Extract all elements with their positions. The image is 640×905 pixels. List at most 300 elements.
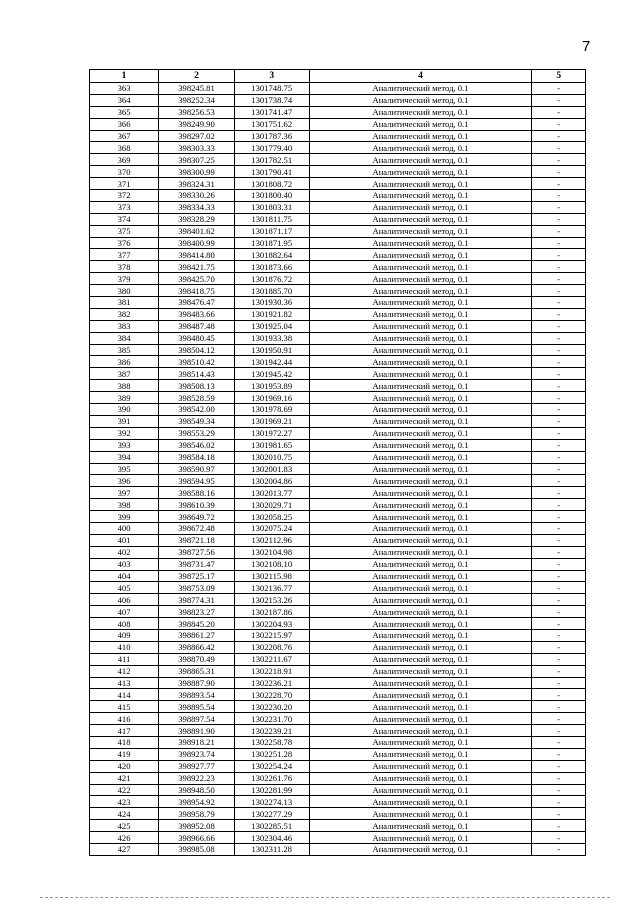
note-cell: - xyxy=(532,736,586,748)
note-cell: - xyxy=(532,308,586,320)
method-cell: Аналитический метод, 0.1 xyxy=(309,237,532,249)
x-coordinate-cell: 398590.97 xyxy=(159,463,235,475)
y-coordinate-cell: 1301787.36 xyxy=(234,130,309,142)
x-coordinate-cell: 398418.75 xyxy=(159,285,235,297)
note-cell: - xyxy=(532,273,586,285)
page-number: 7 xyxy=(582,38,591,55)
y-coordinate-cell: 1302010.75 xyxy=(234,451,309,463)
x-coordinate-cell: 398425.70 xyxy=(159,273,235,285)
y-coordinate-cell: 1302211.67 xyxy=(234,653,309,665)
x-coordinate-cell: 398476.47 xyxy=(159,297,235,309)
y-coordinate-cell: 1301873.66 xyxy=(234,261,309,273)
point-number-cell: 386 xyxy=(90,356,159,368)
method-cell: Аналитический метод, 0.1 xyxy=(309,356,532,368)
x-coordinate-cell: 398487.48 xyxy=(159,320,235,332)
note-cell: - xyxy=(532,796,586,808)
table-row xyxy=(90,142,586,154)
x-coordinate-cell: 398324.31 xyxy=(159,178,235,190)
method-cell: Аналитический метод, 0.1 xyxy=(309,748,532,760)
method-cell: Аналитический метод, 0.1 xyxy=(309,106,532,118)
note-cell: - xyxy=(532,772,586,784)
x-coordinate-cell: 398303.33 xyxy=(159,142,235,154)
x-coordinate-cell: 398400.99 xyxy=(159,237,235,249)
table-row xyxy=(90,832,586,844)
note-cell: - xyxy=(532,558,586,570)
x-coordinate-cell: 398922.23 xyxy=(159,772,235,784)
point-number-cell: 412 xyxy=(90,665,159,677)
x-coordinate-cell: 398528.59 xyxy=(159,392,235,404)
y-coordinate-cell: 1301921.82 xyxy=(234,308,309,320)
note-cell: - xyxy=(532,285,586,297)
x-coordinate-cell: 398897.54 xyxy=(159,713,235,725)
table-row xyxy=(90,534,586,546)
point-number-cell: 427 xyxy=(90,844,159,856)
y-coordinate-cell: 1301748.75 xyxy=(234,83,309,95)
footer-divider xyxy=(40,897,610,898)
y-coordinate-cell: 1302004.86 xyxy=(234,475,309,487)
table-row xyxy=(90,546,586,558)
y-coordinate-cell: 1302013.77 xyxy=(234,487,309,499)
point-number-cell: 411 xyxy=(90,653,159,665)
y-coordinate-cell: 1301953.89 xyxy=(234,380,309,392)
note-cell: - xyxy=(532,356,586,368)
y-coordinate-cell: 1302115.98 xyxy=(234,570,309,582)
table-row xyxy=(90,487,586,499)
y-coordinate-cell: 1301969.16 xyxy=(234,392,309,404)
method-cell: Аналитический метод, 0.1 xyxy=(309,713,532,725)
x-coordinate-cell: 398966.66 xyxy=(159,832,235,844)
point-number-cell: 398 xyxy=(90,499,159,511)
method-cell: Аналитический метод, 0.1 xyxy=(309,832,532,844)
method-cell: Аналитический метод, 0.1 xyxy=(309,487,532,499)
point-number-cell: 426 xyxy=(90,832,159,844)
x-coordinate-cell: 398421.75 xyxy=(159,261,235,273)
method-cell: Аналитический метод, 0.1 xyxy=(309,83,532,95)
method-cell: Аналитический метод, 0.1 xyxy=(309,142,532,154)
y-coordinate-cell: 1302215.97 xyxy=(234,629,309,641)
method-cell: Аналитический метод, 0.1 xyxy=(309,701,532,713)
point-number-cell: 402 xyxy=(90,546,159,558)
x-coordinate-cell: 398823.27 xyxy=(159,606,235,618)
method-cell: Аналитический метод, 0.1 xyxy=(309,558,532,570)
method-cell: Аналитический метод, 0.1 xyxy=(309,522,532,534)
x-coordinate-cell: 398774.31 xyxy=(159,594,235,606)
note-cell: - xyxy=(532,499,586,511)
point-number-cell: 408 xyxy=(90,618,159,630)
note-cell: - xyxy=(532,154,586,166)
method-cell: Аналитический метод, 0.1 xyxy=(309,273,532,285)
x-coordinate-cell: 398952.08 xyxy=(159,820,235,832)
note-cell: - xyxy=(532,487,586,499)
note-cell: - xyxy=(532,713,586,725)
table-row xyxy=(90,677,586,689)
note-cell: - xyxy=(532,249,586,261)
table-row xyxy=(90,522,586,534)
y-coordinate-cell: 1301738.74 xyxy=(234,94,309,106)
point-number-cell: 403 xyxy=(90,558,159,570)
note-cell: - xyxy=(532,701,586,713)
x-coordinate-cell: 398553.29 xyxy=(159,427,235,439)
y-coordinate-cell: 1302277.29 xyxy=(234,808,309,820)
note-cell: - xyxy=(532,534,586,546)
table-row xyxy=(90,796,586,808)
x-coordinate-cell: 398514.43 xyxy=(159,368,235,380)
table-row xyxy=(90,748,586,760)
x-coordinate-cell: 398307.25 xyxy=(159,154,235,166)
point-number-cell: 380 xyxy=(90,285,159,297)
note-cell: - xyxy=(532,427,586,439)
x-coordinate-cell: 398297.02 xyxy=(159,130,235,142)
note-cell: - xyxy=(532,641,586,653)
method-cell: Аналитический метод, 0.1 xyxy=(309,404,532,416)
table-row xyxy=(90,451,586,463)
note-cell: - xyxy=(532,653,586,665)
y-coordinate-cell: 1302075.24 xyxy=(234,522,309,534)
method-cell: Аналитический метод, 0.1 xyxy=(309,594,532,606)
note-cell: - xyxy=(532,237,586,249)
x-coordinate-cell: 398887.90 xyxy=(159,677,235,689)
note-cell: - xyxy=(532,606,586,618)
note-cell: - xyxy=(532,748,586,760)
y-coordinate-cell: 1302136.77 xyxy=(234,582,309,594)
note-cell: - xyxy=(532,463,586,475)
table-row xyxy=(90,689,586,701)
method-cell: Аналитический метод, 0.1 xyxy=(309,784,532,796)
table-row xyxy=(90,439,586,451)
point-number-cell: 424 xyxy=(90,808,159,820)
x-coordinate-cell: 398504.12 xyxy=(159,344,235,356)
column-header-4: 4 xyxy=(309,70,532,83)
method-cell: Аналитический метод, 0.1 xyxy=(309,534,532,546)
y-coordinate-cell: 1302208.76 xyxy=(234,641,309,653)
y-coordinate-cell: 1302274.13 xyxy=(234,796,309,808)
table-row xyxy=(90,356,586,368)
point-number-cell: 378 xyxy=(90,261,159,273)
table-row xyxy=(90,285,586,297)
table-row xyxy=(90,344,586,356)
y-coordinate-cell: 1302153.26 xyxy=(234,594,309,606)
table-row xyxy=(90,190,586,202)
point-number-cell: 406 xyxy=(90,594,159,606)
y-coordinate-cell: 1301882.64 xyxy=(234,249,309,261)
note-cell: - xyxy=(532,451,586,463)
method-cell: Аналитический метод, 0.1 xyxy=(309,201,532,213)
point-number-cell: 421 xyxy=(90,772,159,784)
y-coordinate-cell: 1302261.76 xyxy=(234,772,309,784)
table-row xyxy=(90,201,586,213)
table-row xyxy=(90,332,586,344)
point-number-cell: 371 xyxy=(90,178,159,190)
point-number-cell: 369 xyxy=(90,154,159,166)
table-row xyxy=(90,653,586,665)
method-cell: Аналитический метод, 0.1 xyxy=(309,166,532,178)
table-row xyxy=(90,118,586,130)
table-row xyxy=(90,475,586,487)
x-coordinate-cell: 398958.79 xyxy=(159,808,235,820)
note-cell: - xyxy=(532,808,586,820)
y-coordinate-cell: 1302112.96 xyxy=(234,534,309,546)
column-header-1: 1 xyxy=(90,70,159,83)
note-cell: - xyxy=(532,130,586,142)
point-number-cell: 377 xyxy=(90,249,159,261)
method-cell: Аналитический метод, 0.1 xyxy=(309,415,532,427)
point-number-cell: 390 xyxy=(90,404,159,416)
y-coordinate-cell: 1302285.51 xyxy=(234,820,309,832)
table-row xyxy=(90,404,586,416)
table-row xyxy=(90,308,586,320)
x-coordinate-cell: 398727.56 xyxy=(159,546,235,558)
x-coordinate-cell: 398948.50 xyxy=(159,784,235,796)
y-coordinate-cell: 1302258.78 xyxy=(234,736,309,748)
x-coordinate-cell: 398865.31 xyxy=(159,665,235,677)
table-row xyxy=(90,713,586,725)
method-cell: Аналитический метод, 0.1 xyxy=(309,665,532,677)
method-cell: Аналитический метод, 0.1 xyxy=(309,225,532,237)
y-coordinate-cell: 1301950.91 xyxy=(234,344,309,356)
note-cell: - xyxy=(532,332,586,344)
point-number-cell: 391 xyxy=(90,415,159,427)
table-row xyxy=(90,273,586,285)
point-number-cell: 397 xyxy=(90,487,159,499)
x-coordinate-cell: 398895.54 xyxy=(159,701,235,713)
x-coordinate-cell: 398588.16 xyxy=(159,487,235,499)
note-cell: - xyxy=(532,844,586,856)
x-coordinate-cell: 398334.33 xyxy=(159,201,235,213)
note-cell: - xyxy=(532,629,586,641)
note-cell: - xyxy=(532,404,586,416)
note-cell: - xyxy=(532,213,586,225)
note-cell: - xyxy=(532,760,586,772)
table-row xyxy=(90,760,586,772)
point-number-cell: 410 xyxy=(90,641,159,653)
note-cell: - xyxy=(532,677,586,689)
note-cell: - xyxy=(532,142,586,154)
note-cell: - xyxy=(532,83,586,95)
table-row xyxy=(90,463,586,475)
point-number-cell: 385 xyxy=(90,344,159,356)
method-cell: Аналитический метод, 0.1 xyxy=(309,641,532,653)
point-number-cell: 418 xyxy=(90,736,159,748)
y-coordinate-cell: 1301782.51 xyxy=(234,154,309,166)
y-coordinate-cell: 1301978.69 xyxy=(234,404,309,416)
point-number-cell: 392 xyxy=(90,427,159,439)
y-coordinate-cell: 1302236.21 xyxy=(234,677,309,689)
x-coordinate-cell: 398483.66 xyxy=(159,308,235,320)
table-row xyxy=(90,558,586,570)
point-number-cell: 396 xyxy=(90,475,159,487)
table-row xyxy=(90,844,586,856)
point-number-cell: 420 xyxy=(90,760,159,772)
y-coordinate-cell: 1301779.40 xyxy=(234,142,309,154)
x-coordinate-cell: 398866.42 xyxy=(159,641,235,653)
y-coordinate-cell: 1301800.40 xyxy=(234,190,309,202)
method-cell: Аналитический метод, 0.1 xyxy=(309,760,532,772)
method-cell: Аналитический метод, 0.1 xyxy=(309,332,532,344)
table-row xyxy=(90,582,586,594)
point-number-cell: 415 xyxy=(90,701,159,713)
method-cell: Аналитический метод, 0.1 xyxy=(309,689,532,701)
method-cell: Аналитический метод, 0.1 xyxy=(309,570,532,582)
y-coordinate-cell: 1302231.70 xyxy=(234,713,309,725)
x-coordinate-cell: 398330.26 xyxy=(159,190,235,202)
note-cell: - xyxy=(532,106,586,118)
table-row xyxy=(90,511,586,523)
point-number-cell: 379 xyxy=(90,273,159,285)
table-row xyxy=(90,213,586,225)
x-coordinate-cell: 398721.18 xyxy=(159,534,235,546)
y-coordinate-cell: 1301741.47 xyxy=(234,106,309,118)
note-cell: - xyxy=(532,261,586,273)
y-coordinate-cell: 1302311.28 xyxy=(234,844,309,856)
x-coordinate-cell: 398893.54 xyxy=(159,689,235,701)
note-cell: - xyxy=(532,832,586,844)
method-cell: Аналитический метод, 0.1 xyxy=(309,439,532,451)
table-header xyxy=(90,70,586,83)
table-row xyxy=(90,606,586,618)
table-row xyxy=(90,641,586,653)
x-coordinate-cell: 398584.18 xyxy=(159,451,235,463)
header-row xyxy=(90,70,586,83)
table-row xyxy=(90,629,586,641)
x-coordinate-cell: 398414.80 xyxy=(159,249,235,261)
method-cell: Аналитический метод, 0.1 xyxy=(309,772,532,784)
note-cell: - xyxy=(532,665,586,677)
point-number-cell: 363 xyxy=(90,83,159,95)
note-cell: - xyxy=(532,201,586,213)
x-coordinate-cell: 398546.02 xyxy=(159,439,235,451)
table-row xyxy=(90,83,586,95)
x-coordinate-cell: 398649.72 xyxy=(159,511,235,523)
note-cell: - xyxy=(532,618,586,630)
y-coordinate-cell: 1301925.04 xyxy=(234,320,309,332)
x-coordinate-cell: 398510.42 xyxy=(159,356,235,368)
y-coordinate-cell: 1301945.42 xyxy=(234,368,309,380)
method-cell: Аналитический метод, 0.1 xyxy=(309,511,532,523)
x-coordinate-cell: 398918.21 xyxy=(159,736,235,748)
x-coordinate-cell: 398672.48 xyxy=(159,522,235,534)
y-coordinate-cell: 1301803.31 xyxy=(234,201,309,213)
note-cell: - xyxy=(532,415,586,427)
y-coordinate-cell: 1301876.72 xyxy=(234,273,309,285)
table-row xyxy=(90,178,586,190)
x-coordinate-cell: 398870.49 xyxy=(159,653,235,665)
x-coordinate-cell: 398300.99 xyxy=(159,166,235,178)
table-row xyxy=(90,427,586,439)
method-cell: Аналитический метод, 0.1 xyxy=(309,368,532,380)
table-row xyxy=(90,106,586,118)
point-number-cell: 395 xyxy=(90,463,159,475)
note-cell: - xyxy=(532,511,586,523)
method-cell: Аналитический метод, 0.1 xyxy=(309,130,532,142)
point-number-cell: 374 xyxy=(90,213,159,225)
y-coordinate-cell: 1302058.25 xyxy=(234,511,309,523)
point-number-cell: 413 xyxy=(90,677,159,689)
method-cell: Аналитический метод, 0.1 xyxy=(309,94,532,106)
method-cell: Аналитический метод, 0.1 xyxy=(309,308,532,320)
method-cell: Аналитический метод, 0.1 xyxy=(309,451,532,463)
method-cell: Аналитический метод, 0.1 xyxy=(309,213,532,225)
table-row xyxy=(90,237,586,249)
point-number-cell: 422 xyxy=(90,784,159,796)
y-coordinate-cell: 1302230.20 xyxy=(234,701,309,713)
point-number-cell: 419 xyxy=(90,748,159,760)
y-coordinate-cell: 1301871.95 xyxy=(234,237,309,249)
point-number-cell: 384 xyxy=(90,332,159,344)
note-cell: - xyxy=(532,582,586,594)
y-coordinate-cell: 1302104.98 xyxy=(234,546,309,558)
point-number-cell: 383 xyxy=(90,320,159,332)
note-cell: - xyxy=(532,570,586,582)
note-cell: - xyxy=(532,118,586,130)
y-coordinate-cell: 1301933.38 xyxy=(234,332,309,344)
note-cell: - xyxy=(532,784,586,796)
method-cell: Аналитический метод, 0.1 xyxy=(309,154,532,166)
y-coordinate-cell: 1302254.24 xyxy=(234,760,309,772)
x-coordinate-cell: 398549.34 xyxy=(159,415,235,427)
point-number-cell: 387 xyxy=(90,368,159,380)
table-row xyxy=(90,320,586,332)
point-number-cell: 414 xyxy=(90,689,159,701)
point-number-cell: 404 xyxy=(90,570,159,582)
table-body xyxy=(90,83,586,856)
method-cell: Аналитический метод, 0.1 xyxy=(309,463,532,475)
table-row xyxy=(90,225,586,237)
table-row xyxy=(90,380,586,392)
table-row xyxy=(90,415,586,427)
method-cell: Аналитический метод, 0.1 xyxy=(309,297,532,309)
method-cell: Аналитический метод, 0.1 xyxy=(309,320,532,332)
y-coordinate-cell: 1301969.21 xyxy=(234,415,309,427)
table-row xyxy=(90,820,586,832)
note-cell: - xyxy=(532,392,586,404)
table-row xyxy=(90,392,586,404)
table-row xyxy=(90,665,586,677)
point-number-cell: 393 xyxy=(90,439,159,451)
x-coordinate-cell: 398401.62 xyxy=(159,225,235,237)
method-cell: Аналитический метод, 0.1 xyxy=(309,118,532,130)
method-cell: Аналитический метод, 0.1 xyxy=(309,427,532,439)
point-number-cell: 407 xyxy=(90,606,159,618)
y-coordinate-cell: 1302218.91 xyxy=(234,665,309,677)
point-number-cell: 364 xyxy=(90,94,159,106)
y-coordinate-cell: 1301790.41 xyxy=(234,166,309,178)
y-coordinate-cell: 1302239.21 xyxy=(234,725,309,737)
y-coordinate-cell: 1302001.83 xyxy=(234,463,309,475)
method-cell: Аналитический метод, 0.1 xyxy=(309,796,532,808)
column-header-2: 2 xyxy=(159,70,235,83)
note-cell: - xyxy=(532,225,586,237)
table-row xyxy=(90,784,586,796)
point-number-cell: 394 xyxy=(90,451,159,463)
point-number-cell: 416 xyxy=(90,713,159,725)
table-row xyxy=(90,594,586,606)
y-coordinate-cell: 1302108.10 xyxy=(234,558,309,570)
y-coordinate-cell: 1302029.71 xyxy=(234,499,309,511)
note-cell: - xyxy=(532,546,586,558)
point-number-cell: 409 xyxy=(90,629,159,641)
table-row xyxy=(90,499,586,511)
y-coordinate-cell: 1302304.46 xyxy=(234,832,309,844)
method-cell: Аналитический метод, 0.1 xyxy=(309,653,532,665)
method-cell: Аналитический метод, 0.1 xyxy=(309,190,532,202)
y-coordinate-cell: 1301751.62 xyxy=(234,118,309,130)
point-number-cell: 372 xyxy=(90,190,159,202)
method-cell: Аналитический метод, 0.1 xyxy=(309,392,532,404)
x-coordinate-cell: 398480.45 xyxy=(159,332,235,344)
note-cell: - xyxy=(532,166,586,178)
table-row xyxy=(90,261,586,273)
x-coordinate-cell: 398725.17 xyxy=(159,570,235,582)
